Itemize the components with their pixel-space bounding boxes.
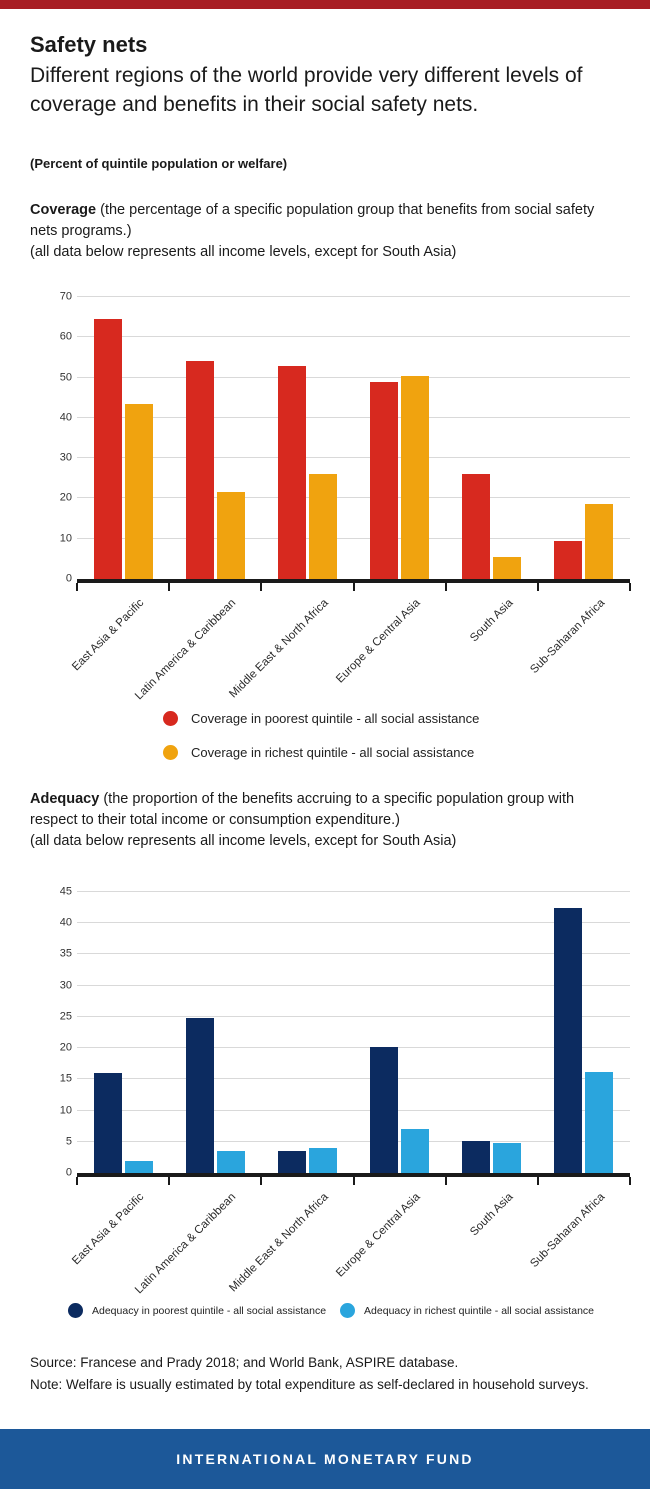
coverage-bar-chart [30, 290, 620, 703]
bar [401, 1129, 429, 1173]
bar [462, 474, 490, 579]
source-line: Source: Francese and Prady 2018; and World Bank, ASPIRE database. [30, 1355, 459, 1370]
legend-label: Adequacy in poorest quintile - all social assistance [92, 1304, 327, 1317]
bar [217, 1151, 245, 1173]
bar-group [169, 297, 261, 579]
y-axis-tick-label: 20 [59, 1041, 72, 1054]
y-axis-tick-label: 10 [59, 1104, 72, 1117]
legend-item [163, 711, 620, 726]
legend-swatch-coverage-poorest [163, 711, 178, 726]
bar [94, 1073, 122, 1173]
bar-group [354, 892, 446, 1173]
legend-swatch-coverage-richest [163, 745, 178, 760]
bar-group [446, 892, 538, 1173]
legend-item [340, 1303, 594, 1318]
adequacy-x-axis-labels [30, 1177, 620, 1297]
x-axis-category-label: Latin America & Caribbean [133, 597, 239, 703]
infographic-body [0, 32, 650, 1396]
note-line: Note: Welfare is usually estimated by total expenditure as self-declared in household surveys. [30, 1377, 589, 1392]
bar-group [77, 892, 169, 1173]
y-axis-tick-label: 40 [59, 916, 72, 929]
bar-group [446, 297, 538, 579]
bar [217, 492, 245, 579]
y-axis-tick-label: 15 [59, 1072, 72, 1085]
legend-label: Adequacy in richest quintile - all social assistance [364, 1304, 594, 1317]
coverage-legend [163, 711, 620, 760]
y-axis-tick-label: 20 [59, 491, 72, 504]
adequacy-data-note: (all data below represents all income levels, except for South Asia) [30, 833, 457, 849]
x-axis-tick [629, 1177, 631, 1185]
adequacy-legend [68, 1303, 620, 1318]
legend-item [163, 745, 620, 760]
y-axis-tick-label: 35 [59, 947, 72, 960]
bar [585, 1072, 613, 1173]
bar-group [169, 892, 261, 1173]
y-axis-tick-label: 50 [59, 371, 72, 384]
bar [493, 557, 521, 579]
x-axis-category-label: South Asia [467, 597, 516, 645]
coverage-heading: Coverage [30, 202, 97, 218]
bar-group [261, 892, 353, 1173]
imf-footer-bar [0, 1429, 650, 1489]
x-axis-category-label: Latin America & Caribbean [133, 1191, 239, 1297]
coverage-data-note: (all data below represents all income levels, except for South Asia) [30, 244, 457, 260]
legend-swatch-adequacy-richest [340, 1303, 355, 1318]
adequacy-intro [30, 789, 620, 852]
coverage-description: (the percentage of a specific population group that benefits from social safety nets programs.) [30, 202, 595, 239]
x-axis-tick [629, 583, 631, 591]
bar-group [538, 892, 630, 1173]
x-axis-category-label: South Asia [467, 1191, 516, 1239]
unit-note: (Percent of quintile population or welfare) [30, 156, 288, 171]
bar [370, 382, 398, 579]
y-axis-tick-label: 45 [59, 885, 72, 898]
bar [309, 474, 337, 579]
top-accent-bar [0, 0, 650, 9]
y-axis-tick-label: 40 [59, 411, 72, 424]
bar [462, 1141, 490, 1173]
bar [278, 366, 306, 580]
coverage-intro [30, 200, 620, 263]
coverage-plot-area [59, 290, 630, 585]
source-note-block [30, 1352, 620, 1396]
x-axis-category-label: Sub-Saharan Africa [528, 1191, 608, 1271]
bar [186, 361, 214, 579]
bars-area [77, 297, 630, 579]
bar [493, 1143, 521, 1173]
bar-group [77, 297, 169, 579]
bar [554, 908, 582, 1173]
bar [125, 1161, 153, 1173]
x-axis-category-label: Middle East & North Africa [227, 597, 331, 701]
y-axis-tick-label: 0 [65, 572, 72, 585]
y-axis-tick-label: 25 [59, 1010, 72, 1023]
bar-group [354, 297, 446, 579]
bar-group [261, 297, 353, 579]
y-axis-tick-label: 10 [59, 532, 72, 545]
adequacy-bar-chart [30, 885, 620, 1297]
adequacy-description: (the proportion of the benefits accruing to a specific population group with respect to their total income or consumption expenditure.) [30, 791, 575, 828]
x-axis-category-label: Middle East & North Africa [227, 1191, 331, 1295]
legend-swatch-adequacy-poorest [68, 1303, 83, 1318]
y-axis-tick-label: 0 [65, 1166, 72, 1179]
y-axis-tick-label: 5 [65, 1135, 72, 1148]
x-axis-category-label: East Asia & Pacific [70, 1191, 147, 1268]
bar [401, 376, 429, 579]
bars-area [77, 892, 630, 1173]
bar [278, 1151, 306, 1173]
x-axis-category-label: East Asia & Pacific [70, 597, 147, 674]
y-axis-tick-label: 30 [59, 451, 72, 464]
footer-title: INTERNATIONAL MONETARY FUND [176, 1451, 474, 1467]
bar [309, 1148, 337, 1173]
adequacy-plot-area [59, 885, 630, 1179]
adequacy-heading: Adequacy [30, 791, 100, 807]
x-axis-category-label: Europe & Central Asia [334, 597, 424, 686]
y-axis-tick-label: 30 [59, 979, 72, 992]
bar [125, 404, 153, 579]
bar [94, 319, 122, 579]
page-subtitle: Different regions of the world provide very different levels of coverage and benefits in their social safety nets. [30, 64, 583, 116]
y-axis-tick-label: 60 [59, 330, 72, 343]
legend-label: Coverage in poorest quintile - all social assistance [191, 711, 480, 726]
legend-item [68, 1303, 326, 1318]
page-title: Safety nets [30, 32, 148, 57]
bar-group [538, 297, 630, 579]
x-axis-category-label: Sub-Saharan Africa [528, 597, 608, 677]
bar [186, 1018, 214, 1173]
bar [370, 1047, 398, 1173]
y-axis-tick-label: 70 [59, 290, 72, 303]
legend-label: Coverage in richest quintile - all social assistance [191, 745, 475, 760]
coverage-x-axis-labels [30, 583, 620, 703]
bar [585, 504, 613, 579]
bar [554, 541, 582, 579]
x-axis-category-label: Europe & Central Asia [334, 1191, 424, 1280]
